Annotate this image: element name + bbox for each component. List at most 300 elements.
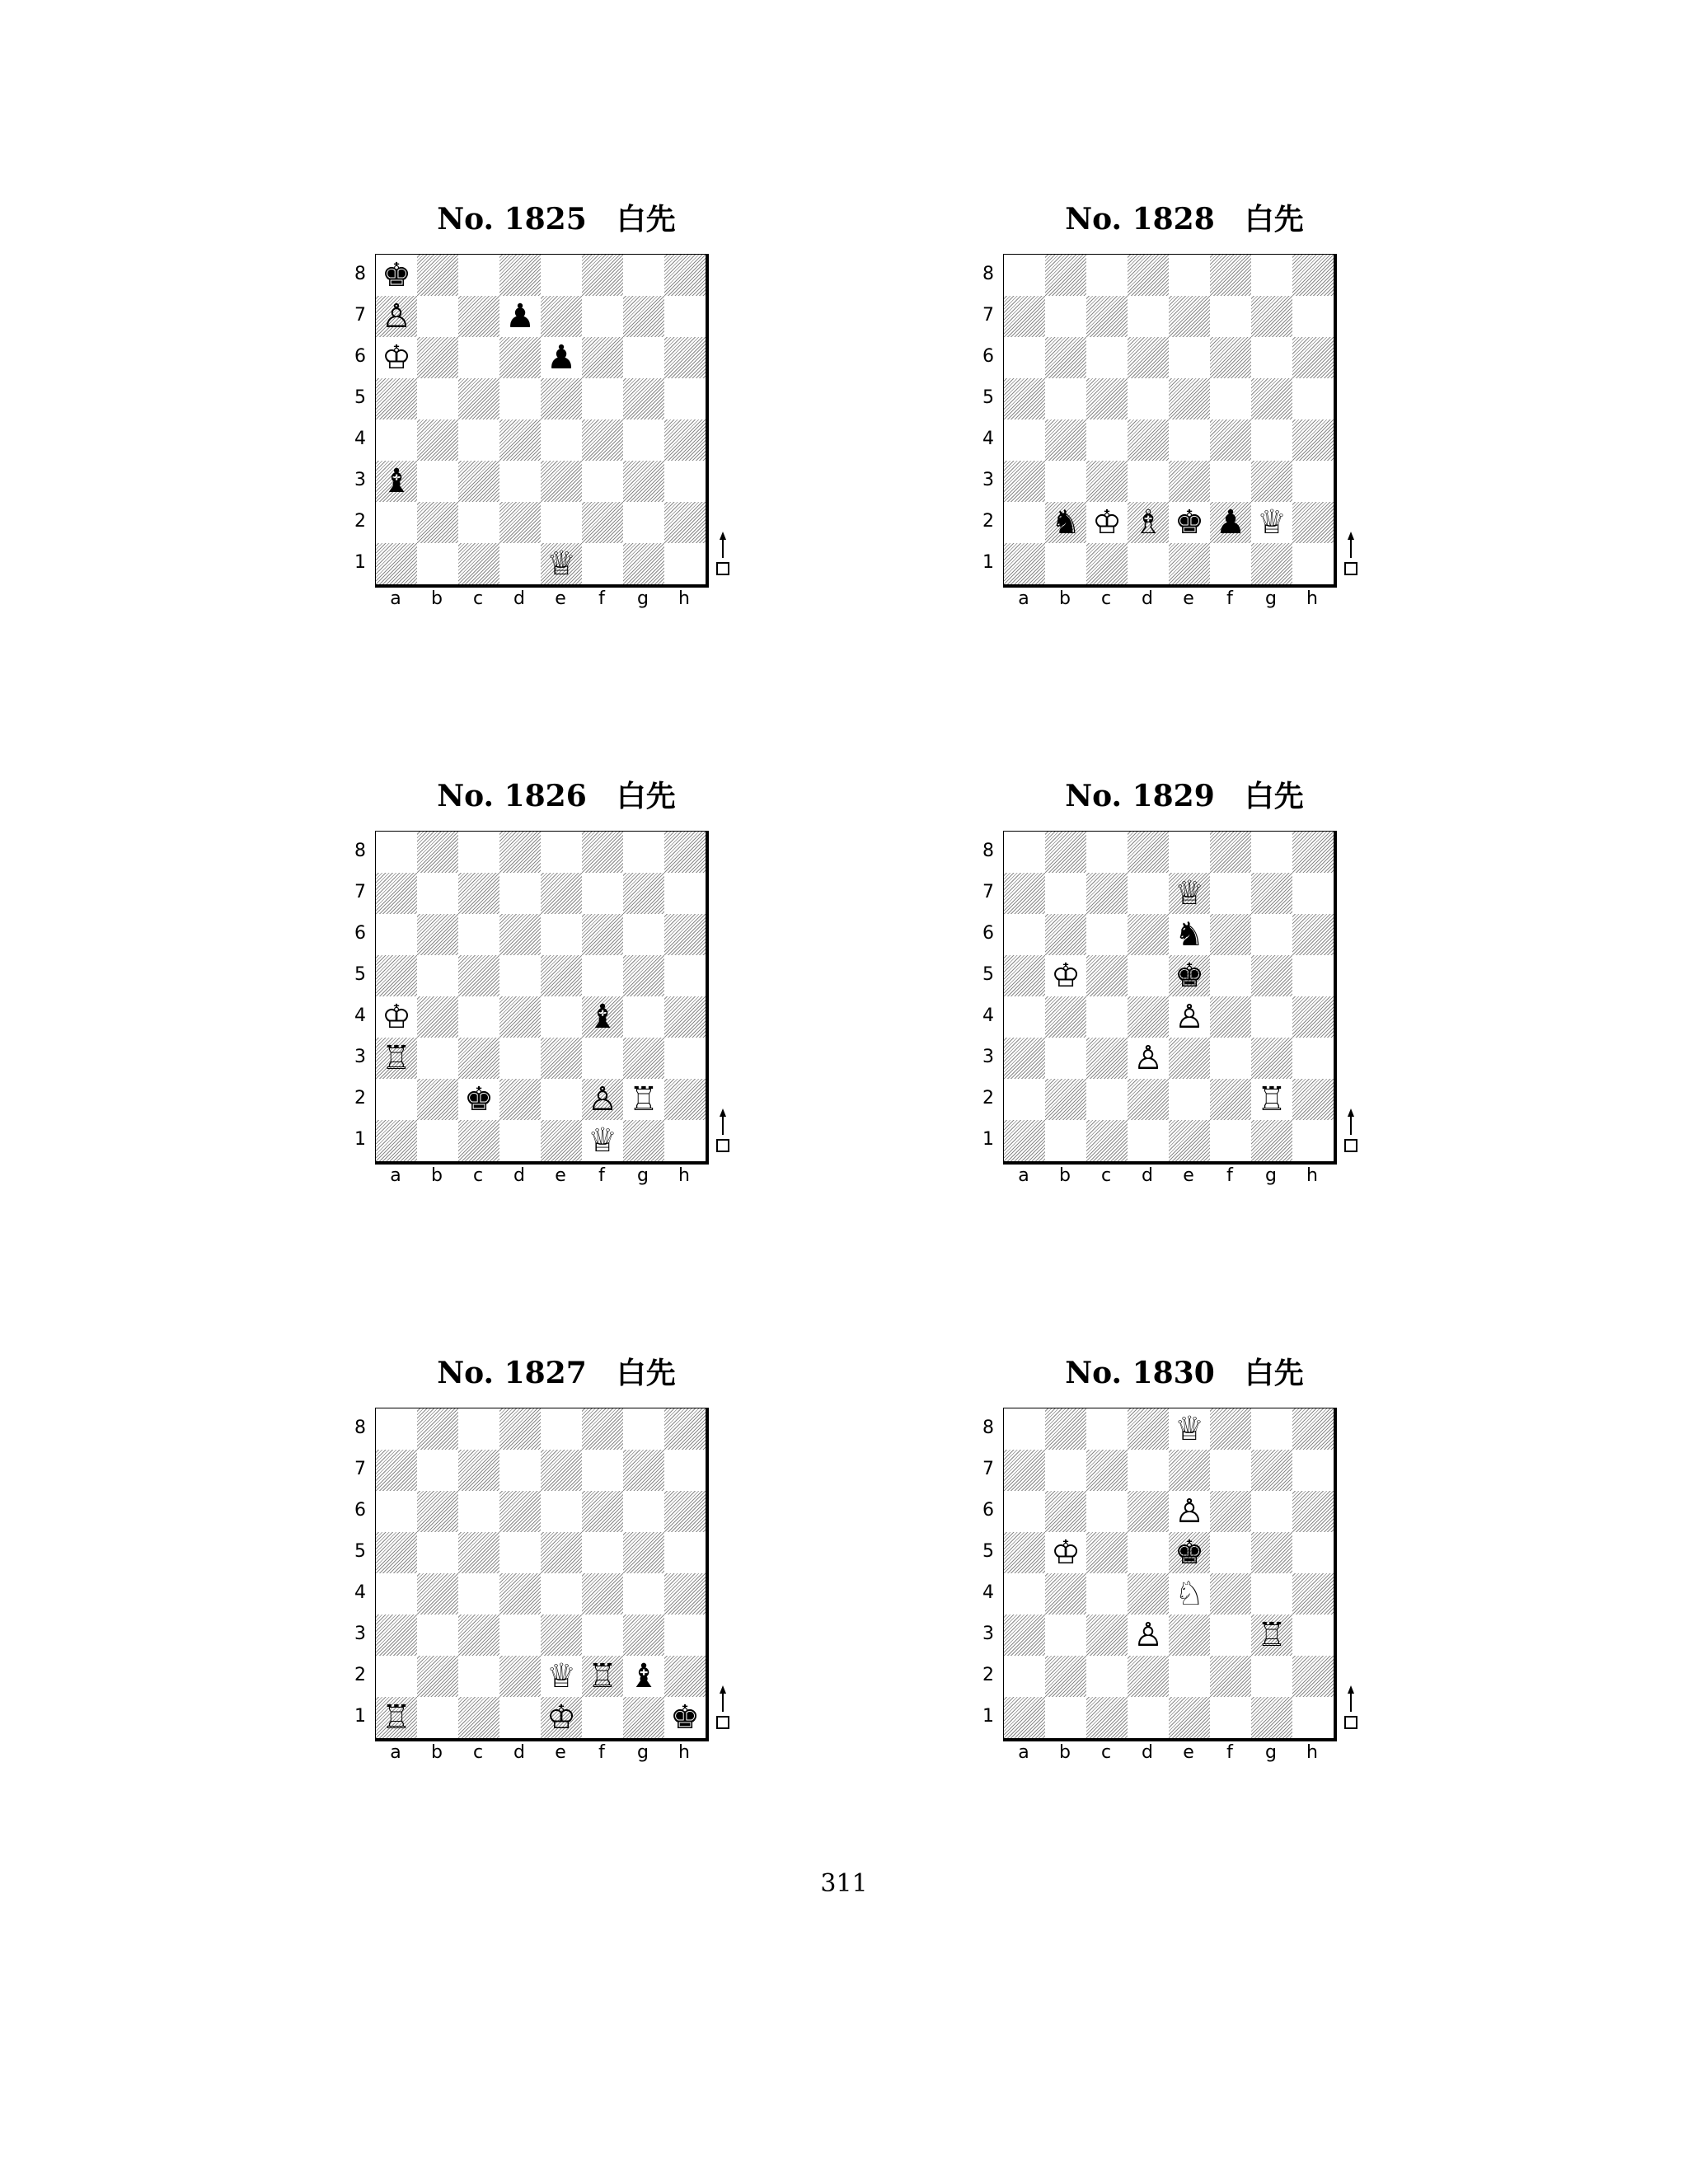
square-c8 [1086,832,1128,873]
square-f6 [1210,914,1251,955]
white-rook-icon: ♖ [1257,1080,1287,1118]
square-h2 [1292,502,1334,543]
white-rook-icon: ♖ [382,1039,411,1077]
puzzle-1829 [962,773,1423,1268]
square-h6 [664,1491,706,1532]
square-b3 [1045,1615,1086,1656]
puzzle-1825 [334,196,795,691]
square-c4 [458,419,499,461]
square-d2 [1128,1079,1169,1120]
file-label: b [431,1165,443,1186]
square-c1 [458,543,499,584]
square-a7 [1004,296,1045,337]
square-g2 [1251,1656,1292,1697]
square-d6 [1128,1491,1169,1532]
square-h7 [664,1450,706,1491]
square-d1 [499,1120,541,1161]
square-h4 [664,1573,706,1615]
square-a1 [376,543,417,584]
square-e4 [541,419,582,461]
square-c1 [458,1120,499,1161]
square-b4 [1045,1573,1086,1615]
square-c8 [1086,1408,1128,1450]
square-h3 [664,1615,706,1656]
rank-label: 6 [982,346,994,367]
square-c7 [458,1450,499,1491]
file-label: f [1226,588,1233,609]
white-queen-icon: ♕ [546,1657,576,1695]
square-f7 [1210,296,1251,337]
square-a6 [1004,1491,1045,1532]
square-b4 [1045,996,1086,1038]
square-g4 [623,419,664,461]
page-number: 311 [820,1869,868,1898]
file-label: g [1265,1742,1277,1763]
file-label: g [1265,1165,1277,1186]
square-c8 [458,1408,499,1450]
square-g2 [623,502,664,543]
square-e7 [1169,1450,1210,1491]
file-label: c [472,1742,484,1763]
square-h7 [664,296,706,337]
square-d8 [499,1408,541,1450]
square-c8 [458,832,499,873]
square-a6 [376,1491,417,1532]
square-a6 [376,914,417,955]
black-pawn-icon: ♟ [1216,504,1245,541]
square-a3 [1004,1615,1045,1656]
square-e2 [1169,1656,1210,1697]
square-g1 [1251,543,1292,584]
chessboard [375,254,709,588]
white-rook-icon: ♖ [629,1080,659,1118]
square-a1 [1004,1697,1045,1738]
file-label: c [1100,588,1112,609]
square-a1 [376,1120,417,1161]
square-g1 [623,543,664,584]
square-g1 [623,1120,664,1161]
square-c4 [1086,419,1128,461]
puzzle-1826 [334,773,795,1268]
square-f4 [582,1573,623,1615]
square-c2 [1086,1079,1128,1120]
square-h4 [1292,1573,1334,1615]
square-h6 [664,337,706,378]
square-g7 [623,296,664,337]
square-h8 [1292,832,1334,873]
file-label: e [1183,588,1194,609]
square-a4 [1004,1573,1045,1615]
white-king-icon: ♔ [382,339,411,377]
square-f1 [1210,1120,1251,1161]
file-label: b [1059,588,1071,609]
square-e3 [1169,1615,1210,1656]
square-h7 [664,873,706,914]
square-f6 [582,1491,623,1532]
square-b6 [417,1491,458,1532]
square-d7 [499,1450,541,1491]
square-b8 [1045,255,1086,296]
square-d2 [499,502,541,543]
square-b7 [1045,296,1086,337]
puzzle-title: No. 1829 白先 [1065,779,1304,813]
square-c4 [458,996,499,1038]
black-king-icon: ♚ [1175,957,1204,995]
square-e5 [541,378,582,419]
square-c3 [1086,1615,1128,1656]
file-label: h [1306,588,1318,609]
rank-label: 2 [982,1665,994,1685]
square-f3 [582,1038,623,1079]
square-b8 [417,1408,458,1450]
rank-label: 3 [982,1624,994,1644]
square-c7 [1086,1450,1128,1491]
square-d4 [499,996,541,1038]
square-h5 [664,955,706,996]
rank-label: 3 [354,1624,366,1644]
square-d4 [499,419,541,461]
square-b1 [417,1697,458,1738]
white-pawn-icon: ♙ [1133,1616,1163,1654]
white-pawn-icon: ♙ [1175,1493,1204,1530]
square-c2 [1086,1656,1128,1697]
square-e7 [541,1450,582,1491]
square-b1 [1045,1120,1086,1161]
white-rook-icon: ♖ [382,1699,411,1736]
rank-label: 6 [354,346,366,367]
square-b3 [417,461,458,502]
black-king-icon: ♚ [1175,504,1204,541]
file-label: g [637,1165,649,1186]
white-to-move-icon [713,1107,733,1156]
square-b6 [1045,914,1086,955]
square-h5 [664,378,706,419]
file-label: c [472,1165,484,1186]
chessboard [1003,831,1337,1165]
square-a5 [376,955,417,996]
file-label: e [555,1742,566,1763]
square-d4 [1128,996,1169,1038]
rank-label: 4 [354,429,366,449]
square-c6 [1086,914,1128,955]
square-e8 [541,1408,582,1450]
square-f7 [1210,873,1251,914]
square-h8 [664,255,706,296]
file-label: d [513,588,525,609]
square-a6 [1004,914,1045,955]
square-c5 [1086,378,1128,419]
square-c5 [1086,955,1128,996]
square-e8 [541,255,582,296]
black-pawn-icon: ♟ [505,298,535,335]
square-b4 [417,1573,458,1615]
square-f5 [1210,378,1251,419]
square-b8 [417,832,458,873]
square-g4 [1251,996,1292,1038]
square-d6 [499,914,541,955]
square-f8 [582,255,623,296]
square-c6 [1086,337,1128,378]
square-c3 [1086,1038,1128,1079]
square-f7 [1210,1450,1251,1491]
square-h6 [1292,337,1334,378]
square-c1 [1086,1120,1128,1161]
square-f4 [1210,996,1251,1038]
black-bishop-icon: ♝ [588,998,617,1036]
file-label: e [555,588,566,609]
square-d1 [1128,1120,1169,1161]
square-h8 [664,832,706,873]
rank-label: 3 [354,470,366,490]
square-h7 [1292,296,1334,337]
chessboard [375,1408,709,1741]
square-d8 [1128,832,1169,873]
chessboard [1003,1408,1337,1741]
square-c7 [1086,873,1128,914]
file-label: e [555,1165,566,1186]
square-d5 [1128,1532,1169,1573]
white-queen-icon: ♕ [1257,504,1287,541]
file-label: g [1265,588,1277,609]
square-a8 [376,832,417,873]
rank-label: 7 [354,1459,366,1479]
white-rook-icon: ♖ [1257,1616,1287,1654]
puzzle-1828 [962,196,1423,691]
square-e8 [541,832,582,873]
square-f3 [1210,461,1251,502]
square-g4 [1251,1573,1292,1615]
square-e5 [1169,378,1210,419]
square-a5 [1004,378,1045,419]
square-d8 [1128,1408,1169,1450]
square-h2 [664,502,706,543]
file-label: e [1183,1165,1194,1186]
square-d5 [1128,378,1169,419]
rank-label: 4 [982,429,994,449]
white-king-icon: ♔ [546,1699,576,1736]
square-h2 [664,1079,706,1120]
square-a2 [376,502,417,543]
square-e2 [541,1079,582,1120]
square-c5 [1086,1532,1128,1573]
rank-label: 5 [354,387,366,408]
square-d3 [499,461,541,502]
rank-label: 4 [982,1582,994,1603]
square-b4 [417,419,458,461]
square-c5 [458,955,499,996]
square-b4 [417,996,458,1038]
rank-label: 8 [354,841,366,861]
white-queen-icon: ♕ [1175,874,1204,912]
file-label: b [1059,1165,1071,1186]
square-a4 [1004,996,1045,1038]
square-f5 [582,955,623,996]
square-e7 [541,296,582,337]
square-d2 [499,1656,541,1697]
square-a7 [376,1450,417,1491]
square-b1 [417,543,458,584]
black-pawn-icon: ♟ [546,339,576,377]
file-label: c [472,588,484,609]
square-d3 [499,1038,541,1079]
file-label: f [1226,1165,1233,1186]
rank-label: 7 [354,882,366,902]
square-e3 [541,1615,582,1656]
square-b7 [417,873,458,914]
rank-label: 4 [354,1582,366,1603]
white-queen-icon: ♕ [546,545,576,583]
square-g6 [623,337,664,378]
chessboard [375,831,709,1165]
rank-label: 5 [982,387,994,408]
square-d1 [499,543,541,584]
square-b2 [417,502,458,543]
square-b6 [417,914,458,955]
square-h8 [1292,1408,1334,1450]
square-b2 [417,1656,458,1697]
rank-label: 6 [354,1500,366,1521]
puzzle-1830 [962,1350,1423,1844]
square-d5 [1128,955,1169,996]
square-e3 [1169,1038,1210,1079]
square-f8 [582,1408,623,1450]
square-d5 [499,955,541,996]
file-label: b [1059,1742,1071,1763]
square-g8 [1251,255,1292,296]
square-d5 [499,378,541,419]
black-king-icon: ♚ [1175,1534,1204,1572]
square-c6 [458,337,499,378]
square-e3 [541,461,582,502]
square-f4 [1210,1573,1251,1615]
square-f1 [582,1697,623,1738]
white-pawn-icon: ♙ [1175,998,1204,1036]
square-a4 [1004,419,1045,461]
square-a2 [376,1079,417,1120]
square-g5 [1251,378,1292,419]
square-d4 [1128,419,1169,461]
square-f1 [1210,1697,1251,1738]
square-a8 [1004,255,1045,296]
square-b6 [1045,1491,1086,1532]
square-g6 [1251,1491,1292,1532]
square-h2 [1292,1656,1334,1697]
square-c7 [458,873,499,914]
square-a3 [1004,461,1045,502]
square-h1 [1292,1120,1334,1161]
board-diagram [334,1408,779,1820]
white-king-icon: ♔ [1051,957,1081,995]
square-g5 [623,955,664,996]
square-b5 [417,955,458,996]
square-a2 [1004,1079,1045,1120]
file-label: h [678,1742,690,1763]
square-g6 [623,914,664,955]
square-c6 [1086,1491,1128,1532]
square-g7 [1251,296,1292,337]
square-b1 [1045,543,1086,584]
square-b6 [417,337,458,378]
rank-label: 8 [354,264,366,284]
square-a1 [1004,1120,1045,1161]
rank-label: 2 [982,1088,994,1108]
rank-label: 7 [982,882,994,902]
file-label: d [513,1742,525,1763]
square-h5 [664,1532,706,1573]
square-b1 [417,1120,458,1161]
square-e8 [1169,832,1210,873]
rank-label: 1 [354,1706,366,1727]
square-a5 [1004,1532,1045,1573]
square-g5 [1251,1532,1292,1573]
square-a3 [376,1615,417,1656]
square-b2 [417,1079,458,1120]
square-a5 [376,378,417,419]
square-a2 [1004,502,1045,543]
square-b8 [417,255,458,296]
square-e6 [541,914,582,955]
rank-label: 8 [982,1418,994,1438]
file-label: b [431,588,443,609]
square-c6 [458,914,499,955]
square-d7 [1128,1450,1169,1491]
square-h6 [1292,914,1334,955]
square-g5 [623,1532,664,1573]
square-e4 [1169,419,1210,461]
square-f3 [1210,1038,1251,1079]
square-h3 [664,1038,706,1079]
rank-label: 6 [982,1500,994,1521]
square-h3 [1292,1038,1334,1079]
square-f6 [1210,337,1251,378]
square-f2 [1210,1079,1251,1120]
square-c2 [458,1656,499,1697]
square-g4 [1251,419,1292,461]
square-e6 [1169,337,1210,378]
square-h5 [1292,378,1334,419]
file-label: a [390,588,401,609]
white-queen-icon: ♕ [588,1122,617,1160]
square-g1 [1251,1120,1292,1161]
square-e2 [541,502,582,543]
square-d6 [499,337,541,378]
rank-label: 1 [982,552,994,573]
square-f4 [1210,419,1251,461]
rank-label: 5 [354,964,366,985]
square-e5 [541,1532,582,1573]
square-e5 [541,955,582,996]
square-b6 [1045,337,1086,378]
square-f8 [582,832,623,873]
rank-label: 5 [354,1541,366,1562]
white-king-icon: ♔ [382,998,411,1036]
square-b2 [1045,1656,1086,1697]
white-bishop-icon: ♗ [1133,504,1163,541]
square-b8 [1045,832,1086,873]
square-e7 [541,873,582,914]
square-a2 [376,1656,417,1697]
puzzle-title: No. 1830 白先 [1065,1356,1304,1390]
square-d7 [1128,873,1169,914]
board-diagram [962,831,1407,1243]
file-label: h [1306,1742,1318,1763]
file-label: g [637,1742,649,1763]
square-e1 [1169,1697,1210,1738]
square-d3 [499,1615,541,1656]
file-label: a [1018,1165,1029,1186]
puzzle-title: No. 1828 白先 [1065,202,1304,237]
rank-label: 3 [982,470,994,490]
